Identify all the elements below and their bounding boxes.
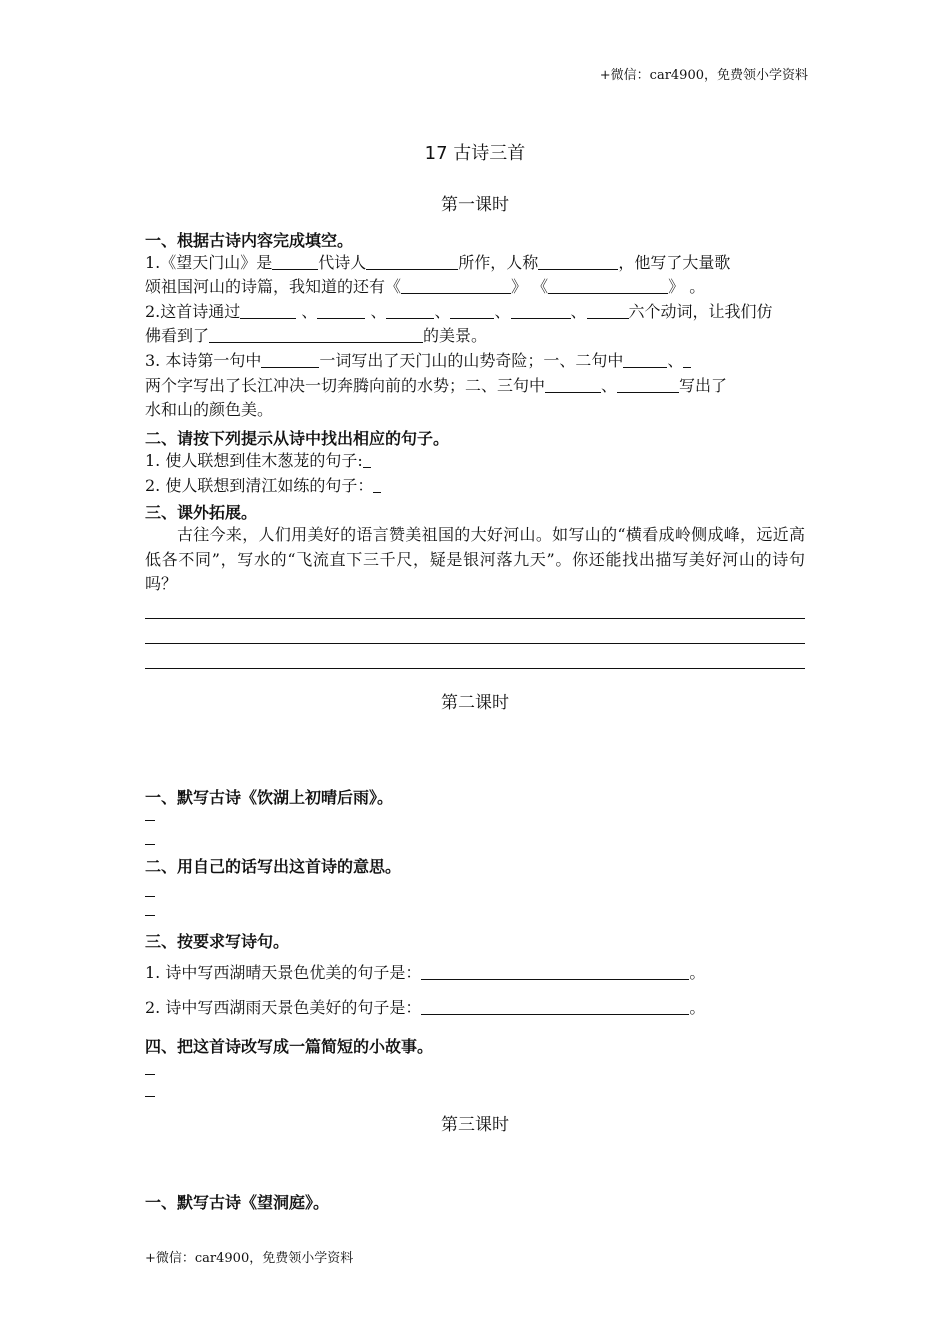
answer-dash[interactable] <box>145 1074 155 1075</box>
answer-dash[interactable] <box>145 896 155 897</box>
blank-char1[interactable] <box>623 351 667 368</box>
blank-poet[interactable] <box>366 253 458 270</box>
blank-dynasty[interactable] <box>272 253 318 270</box>
extension-paragraph: 古往今来，人们用美好的语言赞美祖国的大好河山。如写山的“横看成岭侧成峰，远近高低各不同”，写水的“飞流直下三千尺，疑是银河落九天”。你还能找出描写美好河山的诗句吗？ <box>145 525 805 593</box>
lesson1-section3-heading: 三、课外拓展。 <box>145 503 258 522</box>
lesson2-section3-heading: 三、按要求写诗句。 <box>145 932 290 951</box>
lesson2-section4-heading: 四、把这首诗改写成一篇简短的小故事。 <box>145 1037 434 1056</box>
lesson1-s2-q2: 2. 使人联想到清江如练的句子： <box>145 474 805 498</box>
page-title: 17 古诗三首 <box>424 143 526 164</box>
lesson1-section1-heading: 一、根据古诗内容完成填空。 <box>145 231 354 250</box>
answer-dash[interactable] <box>145 844 155 845</box>
answer-line-1[interactable] <box>145 618 805 619</box>
answer-dash[interactable] <box>145 1096 155 1097</box>
lesson2-section2-heading: 二、用自己的话写出这首诗的意思。 <box>145 857 402 876</box>
lesson1-q1-line2: 颂祖国河山的诗篇，我知道的还有《 》 《 》 。 <box>145 277 706 296</box>
lesson2-section1-heading: 一、默写古诗《饮湖上初晴后雨》。 <box>145 788 394 807</box>
lesson1-heading: 第一课时 <box>441 195 509 215</box>
blank-sentence1[interactable] <box>363 451 371 468</box>
blank-poem1[interactable] <box>401 277 511 294</box>
blank-verb2[interactable] <box>317 302 365 319</box>
blank-color1[interactable] <box>545 376 601 393</box>
header-note: +微信：car4900，免费领小学资料 <box>599 68 808 83</box>
lesson1-q2-line2: 佛看到了 的美景。 <box>145 326 488 345</box>
blank-sunny-line[interactable] <box>421 963 689 980</box>
answer-line-2[interactable] <box>145 643 805 644</box>
lesson3-section1-heading: 一、默写古诗《望洞庭》。 <box>145 1193 330 1212</box>
lesson2-q1: 1. 诗中写西湖晴天景色优美的句子是： 。 <box>145 963 706 982</box>
lesson1-s2-q1: 1. 使人联想到佳木葱茏的句子: <box>145 449 805 473</box>
blank-title[interactable] <box>538 253 618 270</box>
lesson1-q2-line1: 2.这首诗通过 、 、 、 、 、 六个动词，让我们仿 <box>145 302 773 321</box>
blank-verb5[interactable] <box>511 302 571 319</box>
blank-scene[interactable] <box>209 326 423 343</box>
answer-dash[interactable] <box>145 820 155 821</box>
blank-rainy-line[interactable] <box>421 998 689 1015</box>
lesson1-q3-line2: 两个字写出了长江冲决一切奔腾向前的水势；二、三句中 、 写出了 <box>145 376 728 395</box>
lesson1-q3-line3: 水和山的颜色美。 <box>145 400 274 419</box>
lesson1-section2-heading: 二、请按下列提示从诗中找出相应的句子。 <box>145 429 450 448</box>
blank-color2[interactable] <box>617 376 679 393</box>
blank-verb4[interactable] <box>450 302 494 319</box>
blank-verb3[interactable] <box>386 302 434 319</box>
lesson3-heading: 第三课时 <box>441 1115 509 1135</box>
lesson2-q2: 2. 诗中写西湖雨天景色美好的句子是： 。 <box>145 998 706 1017</box>
blank-word[interactable] <box>261 351 319 368</box>
blank-verb6[interactable] <box>587 302 629 319</box>
answer-dash[interactable] <box>145 915 155 916</box>
blank-sentence2[interactable] <box>373 476 381 493</box>
lesson2-heading: 第二课时 <box>441 693 509 713</box>
blank-verb1[interactable] <box>240 302 296 319</box>
lesson1-q1-line1: 1.《望天门山》是 代诗人 所作，人称 ，他写了大量歌 <box>145 253 731 272</box>
footer-note: +微信：car4900，免费领小学资料 <box>145 1251 354 1266</box>
lesson1-q3-line1: 3. 本诗第一句中 一词写出了天门山的山势奇险；一、二句中 、 <box>145 349 805 373</box>
blank-char2[interactable] <box>683 351 691 368</box>
blank-poem2[interactable] <box>548 277 668 294</box>
answer-line-3[interactable] <box>145 668 805 669</box>
